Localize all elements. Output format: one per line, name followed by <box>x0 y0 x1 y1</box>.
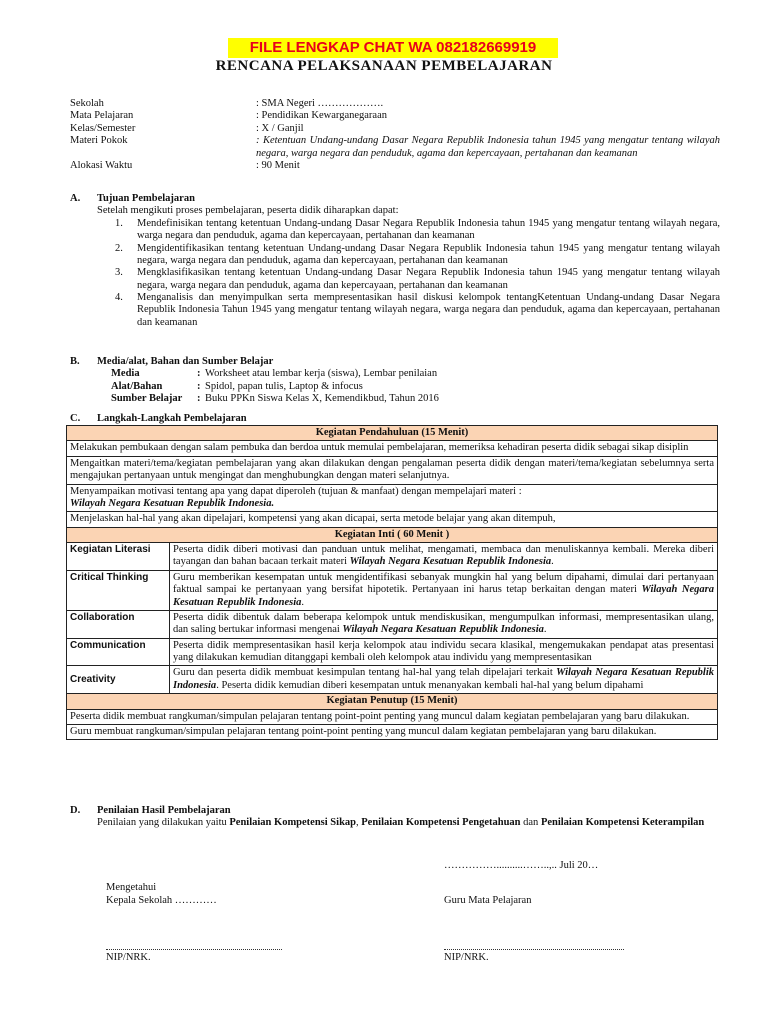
table-row: Guru membuat rangkuman/simpulan pelajaran tentang point-point penting yang muncul dalam kegiatan pembelajaran yang baru dilakukan. <box>67 724 718 739</box>
table-row <box>67 694 718 709</box>
list-item: 2. Mengidentifikasikan tentang ketentuan Undang-undang Dasar Negara Republik Indonesia tahun 1945 yang mengatur tentang wilayah negara, warga negara dan penduduk, agama dan kepercayaan, pertahanan dan keamanan <box>115 242 720 266</box>
section-learning-goals: A. Tujuan Pembelajaran Setelah mengikuti proses pembelajaran, peserta didik diharapkan dapat: 1. Mendefinisikan tentang ketentuan Undang-undang Dasar Negara Republik Indonesia tahun 1945 yang mengatur tentang wilayah negara, warga negara dan penduduk, agama dan kepercayaan, pertahanan dan keamanan 2. Mengidentifikasikan tentang ketentuan Undang-undang Dasar Negara Republik Indonesia tahun 1945 yang mengatur tentang wilayah negara, warga negara dan penduduk, agama dan kepercayaan, pertahanan dan keamanan 3. Mengklasifikasikan tentang ketentuan Undang-undang Dasar Negara Republik Indonesia tahun 1945 yang mengatur tentang wilayah negara, warga negara dan penduduk, agama dan kepercayaan, pertahanan dan keamanan 4. Menganalisis dan menyimpulkan serta mempresentasikan hasil diskusi kelompok tentangKetentuan Undang-undang Dasar Negara Republik Indonesia Tahun 1945 yang mengatur tentang wilayah negara, warga negara dan penduduk, agama dan kepercayaan, pertahanan dan keamanan <box>70 193 720 328</box>
table-row: Collaboration Peserta didik dibentuk dalam beberapa kelompok untuk mendiskusikan, mengumpulkan informasi, mempresentasikan ulang, dan saling bertukar informasi mengenai Wilayah Negara Kesatuan Republik Indonesia. <box>67 610 718 638</box>
section-media: B. Media/alat, Bahan dan Sumber Belajar Media : Worksheet atau lembar kerja (siswa), Lembar penilaian Alat/Bahan : Spidol, papan tulis, Laptop & infocus Sumber Belajar : Buku PPKn Siswa Kelas X, Kemendikbud, Tahun 2016 <box>70 356 720 406</box>
media-row: Alat/Bahan : Spidol, papan tulis, Laptop & infocus <box>111 380 363 392</box>
identity-row-school: Sekolah : SMA Negeri ………………. <box>70 98 384 109</box>
teacher-label: Guru Mata Pelajaran <box>444 895 532 906</box>
list-item: 1. Mendefinisikan tentang ketentuan Undang-undang Dasar Negara Republik Indonesia tahun 1945 yang mengatur tentang wilayah negara, warga negara dan penduduk, agama dan kepercayaan, pertahanan dan keamanan <box>115 217 720 242</box>
document-title: RENCANA PELAKSANAAN PEMBELAJARAN <box>215 58 553 74</box>
media-row: Sumber Belajar : Buku PPKn Siswa Kelas X, Kemendikbud, Tahun 2016 <box>111 393 439 405</box>
section-assessment: D. Penilaian Hasil Pembelajaran Penilaian yang dilakukan yaitu Penilaian Kompetensi Sikap, Penilaian Kompetensi Pengetahuan dan Penilaian Kompetensi Keterampilan <box>70 805 720 830</box>
list-item: 3. Mengklasifikasikan tentang ketentuan Undang-undang Dasar Negara Republik Indonesia tahun 1945 yang mengatur tentang wilayah negara, warga negara dan penduduk, agama dan kepercayaan, pertahanan dan keamanan <box>115 267 720 291</box>
list-item: 4. Menganalisis dan menyimpulkan serta mempresentasikan hasil diskusi kelompok tentangKetentuan Undang-undang Dasar Negara Republik Indonesia Tahun 1945 yang mengatur tentang wilayah negara, warga negara dan penduduk, agama dan kepercayaan, pertahanan dan keamanan <box>115 292 720 328</box>
learning-steps-table <box>66 425 718 740</box>
teacher-nip: NIP/NRK. <box>444 952 489 963</box>
table-row <box>67 426 718 441</box>
table-row: Peserta didik membuat rangkuman/simpulan pelajaran tentang point-point penting yang muncul dalam kegiatan pembelajaran yang baru dilakukan. <box>67 709 718 724</box>
core-header: Kegiatan Inti ( 60 Menit ) <box>67 527 718 542</box>
identity-row-class: Kelas/Semester : X / Ganjil <box>70 122 304 134</box>
table-row: Kegiatan Literasi Peserta didik diberi motivasi dan panduan untuk melihat, mengamati, membaca dan menuliskannya kembali. Mereka diberi tayangan dan bahan bacaan terkait materi Wilayah Negara Kesatuan Republik Indonesia. <box>67 543 718 571</box>
opening-header: Kegiatan Pendahuluan (15 Menit) <box>67 426 718 441</box>
identity-block <box>70 98 720 172</box>
goals-list <box>97 218 720 329</box>
identity-row-time: Alokasi Waktu : 90 Menit <box>70 159 300 171</box>
section-intro: Setelah mengikuti proses pembelajaran, peserta didik diharapkan dapat: <box>97 205 399 217</box>
principal-signature-line <box>106 949 282 950</box>
contact-banner: FILE LENGKAP CHAT WA 082182669919 <box>228 38 558 58</box>
identity-row-subject: Mata Pelajaran : Pendidikan Kewarganegaraan <box>70 110 388 122</box>
table-row: Communication Peserta didik mempresentasikan hasil kerja kelompok atau individu secara klasikal, mengemukakan pendapat atas presentasi yang dilakukan kemudian ditanggapi kembali oleh kelompok atau individu yang mempresentasikan <box>67 638 718 666</box>
table-row <box>67 527 718 542</box>
section-heading: Media/alat, Bahan dan Sumber Belajar <box>97 356 274 367</box>
section-heading: Penilaian Hasil Pembelajaran <box>97 805 231 816</box>
closing-header: Kegiatan Penutup (15 Menit) <box>67 694 718 709</box>
section-heading: Langkah-Langkah Pembelajaran <box>97 413 247 424</box>
table-row: Menyampaikan motivasi tentang apa yang dapat diperoleh (tujuan & manfaat) dengan mempelajari materi : Wilayah Negara Kesatuan Republik Indonesia. <box>67 484 718 512</box>
principal-label: Kepala Sekolah ………… <box>106 895 217 906</box>
table-row: Creativity Guru dan peserta didik membuat kesimpulan tentang hal-hal yang telah dipelajari terkait Wilayah Negara Kesatuan Republik Indonesia. Peserta didik kemudian diberi kesempatan untuk menanyakan kembali hal-hal yang belum dipahami <box>67 666 718 694</box>
table-row: Menjelaskan hal-hal yang akan dipelajari, kompetensi yang akan dicapai, serta metode belajar yang akan ditempuh, <box>67 512 718 527</box>
table-row: Mengaitkan materi/tema/kegiatan pembelajaran yang akan dilakukan dengan pengalaman peserta didik dengan materi/tema/kegiatan sebelumnya serta mengajukan pertanyaan untuk mengingat dan menghubungkan dengan materi selanjutnya. <box>67 456 718 484</box>
section-steps-heading: C. Langkah-Langkah Pembelajaran <box>70 413 247 424</box>
table-row: Critical Thinking Guru memberikan kesempatan untuk mengidentifikasi sebanyak mungkin hal yang belum dipahami, dimulai dari pertanyaan faktual sampai ke pertanyaan yang bersifat hipotetik. Pertanyaan ini harus tetap berkaitan dengan materi Wilayah Negara Kesatuan Republik Indonesia. <box>67 570 718 610</box>
principal-nip: NIP/NRK. <box>106 952 151 963</box>
media-row: Media : Worksheet atau lembar kerja (siswa), Lembar penilaian <box>111 368 438 380</box>
approval-label: Mengetahui <box>106 882 157 893</box>
teacher-signature-line <box>444 949 624 950</box>
signature-date: ……………..........……..,.. Juli 20… <box>444 860 599 871</box>
table-row: Melakukan pembukaan dengan salam pembuka dan berdoa untuk memulai pembelajaran, memeriksa kehadiran peserta didik sebagai sikap disiplin <box>67 441 718 456</box>
section-heading: Tujuan Pembelajaran <box>97 193 195 204</box>
identity-row-topic: Materi Pokok : Ketentuan Undang-undang Dasar Negara Republik Indonesia tahun 1945 yang mengatur tentang wilayah negara, warga negara dan penduduk, agama dan kepercayaan, pertahanan dan keamanan <box>70 135 720 159</box>
assessment-text: Penilaian yang dilakukan yaitu Penilaian Kompetensi Sikap, Penilaian Kompetensi Pengetahuan dan Penilaian Kompetensi Keterampilan <box>97 817 705 829</box>
